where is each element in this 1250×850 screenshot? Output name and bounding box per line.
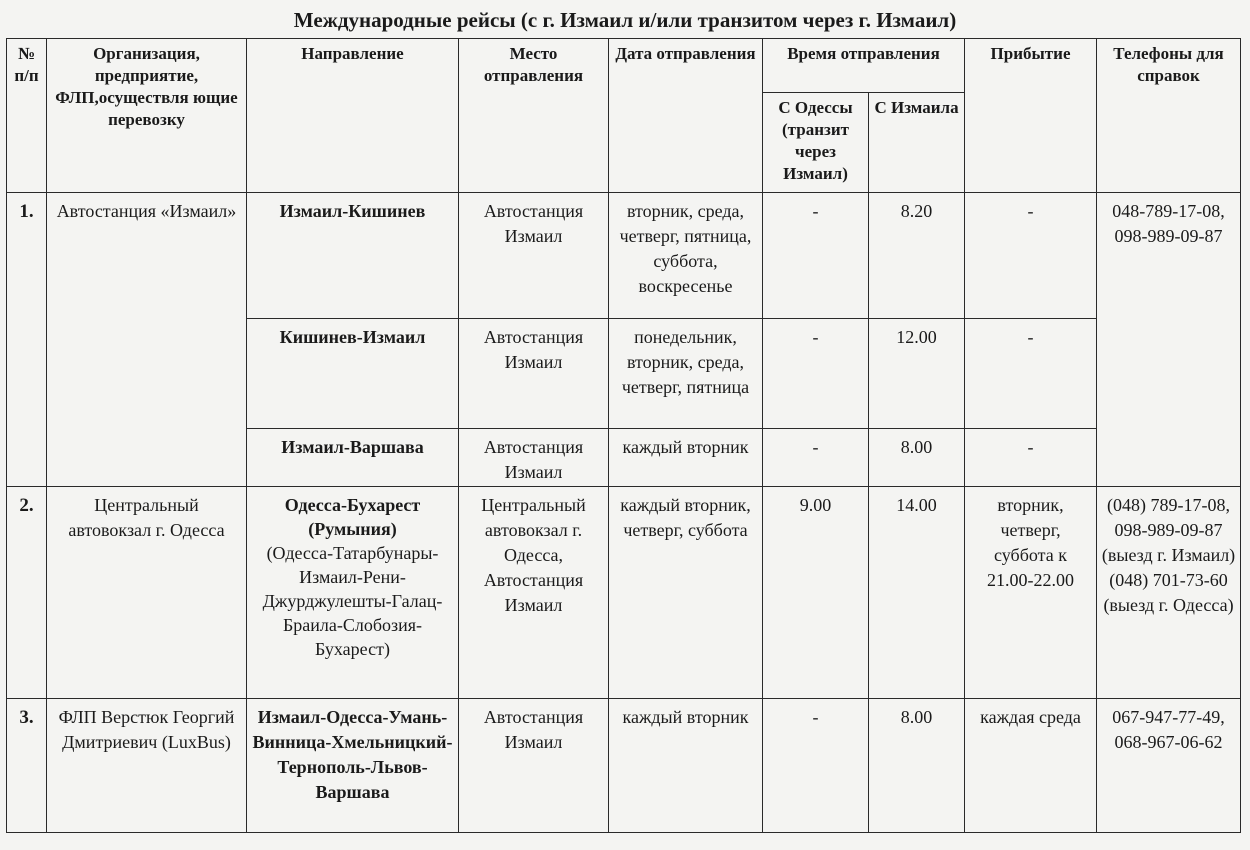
- route-time-izmail: 8.20: [869, 193, 965, 319]
- row-num: 2.: [7, 487, 47, 699]
- page-title: Международные рейсы (с г. Измаил и/или транзитом через г. Измаил): [293, 8, 957, 32]
- route-direction-title: Одесса-Бухарест (Румыния): [284, 495, 421, 539]
- header-place: Место отправления: [459, 39, 609, 193]
- row-phones: (048) 789-17-08, 098-989-09-87 (выезд г. Измаил) (048) 701-73-60 (выезд г. Одесса): [1097, 487, 1241, 699]
- route-direction: Измаил-Кишинев: [247, 193, 459, 319]
- route-direction: Кишинев-Измаил: [247, 319, 459, 429]
- route-direction: Измаил-Варшава: [247, 429, 459, 487]
- route-place: Центральный автовокзал г. Одесса, Автостанция Измаил: [459, 487, 609, 699]
- route-time-izmail: 8.00: [869, 429, 965, 487]
- row-org: ФЛП Верстюк Георгий Дмитриевич (LuxBus): [47, 699, 247, 833]
- header-arrival: Прибытие: [965, 39, 1097, 193]
- header-direction: Направление: [247, 39, 459, 193]
- route-arrival: -: [965, 319, 1097, 429]
- route-time-odessa: -: [763, 699, 869, 833]
- header-org: Организация, предприятие, ФЛП,осуществля ющие перевозку: [47, 39, 247, 193]
- route-direction-detail: (Одесса-Татарбунары-Измаил-Рени-Джурджулешты-Галац-Браила-Слобозия-Бухарест): [262, 543, 443, 659]
- table-row: [7, 487, 1241, 699]
- route-place: Автостанция Измаил: [459, 699, 609, 833]
- route-direction: Измаил-Одесса-Умань-Винница-Хмельницкий-Тернополь-Львов-Варшава: [247, 699, 459, 833]
- header-phones: Телефоны для справок: [1097, 39, 1241, 193]
- route-arrival: -: [965, 193, 1097, 319]
- header-time-odessa: С Одессы (транзит через Измаил): [763, 93, 869, 193]
- route-time-izmail: 8.00: [869, 699, 965, 833]
- route-time-odessa: -: [763, 429, 869, 487]
- route-time-odessa: -: [763, 319, 869, 429]
- route-date: каждый вторник, четверг, суббота: [609, 487, 763, 699]
- header-num: № п/п: [7, 39, 47, 193]
- row-num: 3.: [7, 699, 47, 833]
- route-direction: [247, 487, 459, 699]
- row-phones: 048-789-17-08, 098-989-09-87: [1097, 193, 1241, 487]
- route-place: Автостанция Измаил: [459, 429, 609, 487]
- header-time-izmail: С Измаила: [869, 93, 965, 193]
- route-date: каждый вторник: [609, 699, 763, 833]
- header-time: Время отправления: [763, 39, 965, 93]
- route-time-izmail: 12.00: [869, 319, 965, 429]
- route-date: понедельник, вторник, среда, четверг, пятница: [609, 319, 763, 429]
- row-org: Центральный автовокзал г. Одесса: [47, 487, 247, 699]
- header-row: [7, 39, 1241, 93]
- schedule-table: [6, 38, 1241, 833]
- route-arrival: -: [965, 429, 1097, 487]
- route-time-odessa: -: [763, 193, 869, 319]
- header-date: Дата отправления: [609, 39, 763, 193]
- route-date: каждый вторник: [609, 429, 763, 487]
- route-date: вторник, среда, четверг, пятница, суббота, воскресенье: [609, 193, 763, 319]
- table-row: [7, 193, 1241, 319]
- row-phones: 067-947-77-49, 068-967-06-62: [1097, 699, 1241, 833]
- route-time-odessa: 9.00: [763, 487, 869, 699]
- route-arrival: каждая среда: [965, 699, 1097, 833]
- route-time-izmail: 14.00: [869, 487, 965, 699]
- route-place: Автостанция Измаил: [459, 193, 609, 319]
- row-num: 1.: [7, 193, 47, 487]
- route-place: Автостанция Измаил: [459, 319, 609, 429]
- row-org: Автостанция «Измаил»: [47, 193, 247, 487]
- route-arrival: вторник, четверг, суббота к 21.00-22.00: [965, 487, 1097, 699]
- table-row: [7, 699, 1241, 833]
